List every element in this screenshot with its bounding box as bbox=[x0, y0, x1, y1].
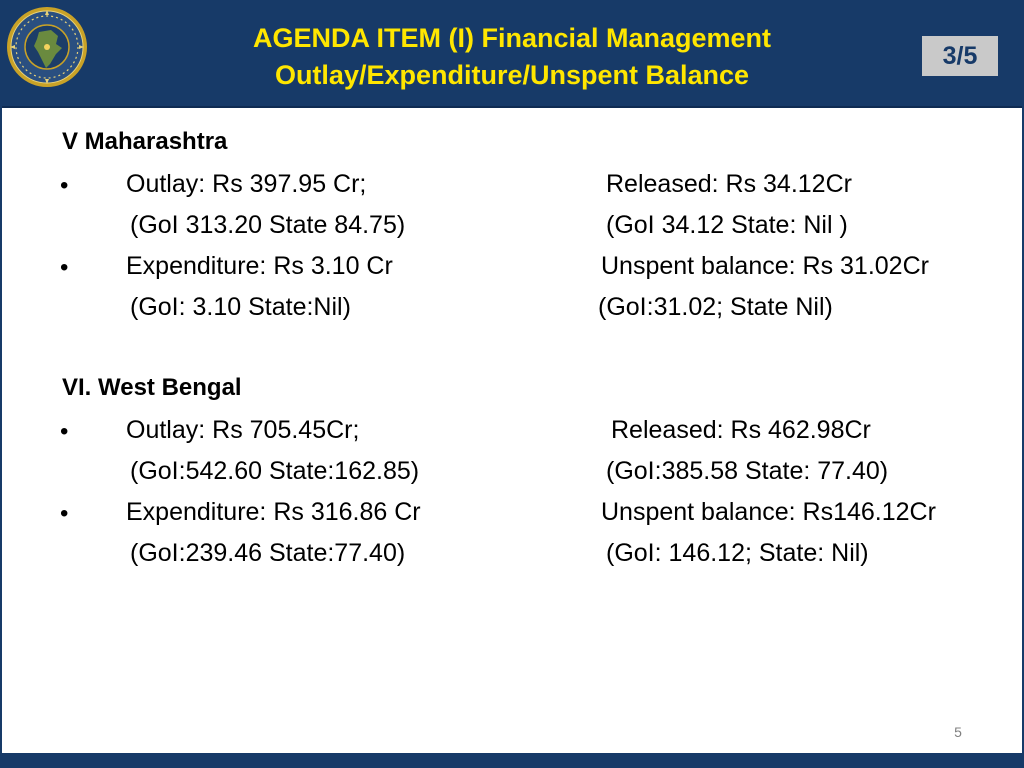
maharashtra-unspent-split: (GoI:31.02; State Nil) bbox=[598, 293, 833, 321]
maharashtra-released-split: (GoI 34.12 State: Nil ) bbox=[606, 211, 848, 239]
maharashtra-outlay: Outlay: Rs 397.95 Cr; bbox=[126, 170, 367, 198]
bullet-icon: • bbox=[60, 418, 69, 445]
maharashtra-outlay-split: (GoI 313.20 State 84.75) bbox=[130, 211, 406, 239]
west-bengal-unspent: Unspent balance: Rs146.12Cr bbox=[601, 498, 936, 526]
title-line-2: Outlay/Expenditure/Unspent Balance bbox=[274, 60, 750, 90]
section-heading-west-bengal: VI. West Bengal bbox=[62, 374, 242, 401]
maharashtra-expenditure-split: (GoI: 3.10 State:Nil) bbox=[130, 293, 351, 321]
west-bengal-expenditure: Expenditure: Rs 316.86 Cr bbox=[126, 498, 421, 526]
west-bengal-unspent-split: (GoI: 146.12; State: Nil) bbox=[606, 539, 869, 567]
west-bengal-outlay-split: (GoI:542.60 State:162.85) bbox=[130, 457, 420, 485]
slide-counter-badge: 3/5 bbox=[922, 36, 998, 76]
maharashtra-released: Released: Rs 34.12Cr bbox=[606, 170, 852, 198]
maharashtra-unspent: Unspent balance: Rs 31.02Cr bbox=[601, 252, 929, 280]
west-bengal-outlay: Outlay: Rs 705.45Cr; bbox=[126, 416, 360, 444]
west-bengal-released: Released: Rs 462.98Cr bbox=[611, 416, 871, 444]
west-bengal-released-split: (GoI:385.58 State: 77.40) bbox=[606, 457, 889, 485]
bullet-icon: • bbox=[60, 172, 69, 199]
title-line-1: AGENDA ITEM (I) Financial Management bbox=[252, 23, 772, 53]
bullet-icon: • bbox=[60, 500, 69, 527]
west-bengal-expenditure-split: (GoI:239.46 State:77.40) bbox=[130, 539, 406, 567]
frame-border-left bbox=[0, 106, 2, 754]
page-number: 5 bbox=[954, 724, 962, 740]
slide-title bbox=[150, 20, 874, 94]
slide-header bbox=[0, 0, 1024, 108]
bullet-icon: • bbox=[60, 254, 69, 281]
ndma-emblem-icon bbox=[6, 6, 88, 88]
maharashtra-expenditure: Expenditure: Rs 3.10 Cr bbox=[126, 252, 393, 280]
section-heading-maharashtra: V Maharashtra bbox=[62, 128, 228, 155]
footer-bar bbox=[0, 753, 1024, 768]
